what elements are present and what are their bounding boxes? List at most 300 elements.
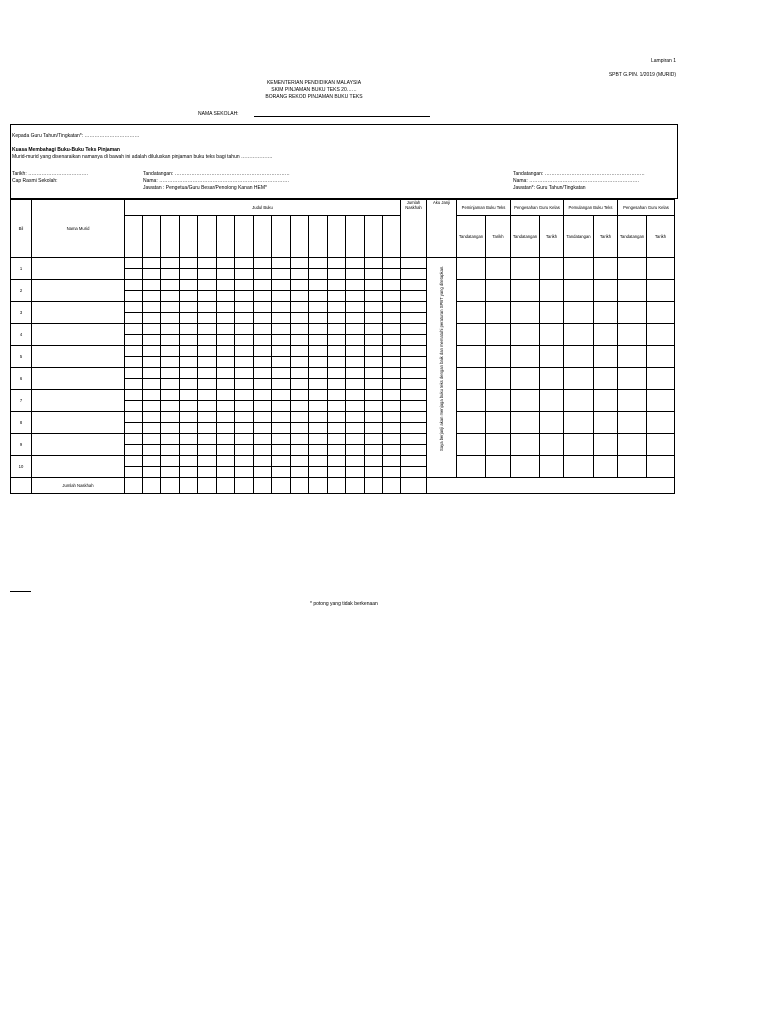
book-cell[interactable]	[143, 269, 161, 280]
book-cell[interactable]	[198, 258, 217, 269]
copies-count-cell[interactable]	[401, 280, 427, 291]
book-cell[interactable]	[383, 423, 401, 434]
book-cell[interactable]	[365, 456, 383, 467]
book-cell[interactable]	[291, 324, 309, 335]
book-cell[interactable]	[291, 357, 309, 368]
book-cell[interactable]	[235, 412, 254, 423]
signature-cell[interactable]	[511, 324, 540, 346]
book-cell[interactable]	[291, 390, 309, 401]
book-cell[interactable]	[217, 456, 235, 467]
book-cell[interactable]	[198, 357, 217, 368]
book-cell[interactable]	[143, 423, 161, 434]
date-cell[interactable]	[486, 280, 511, 302]
book-cell[interactable]	[161, 456, 180, 467]
date-cell[interactable]	[647, 434, 675, 456]
book-cell[interactable]	[309, 258, 328, 269]
book-column[interactable]	[291, 216, 309, 258]
book-cell[interactable]	[365, 467, 383, 478]
book-cell[interactable]	[254, 456, 272, 467]
book-cell[interactable]	[217, 280, 235, 291]
book-cell[interactable]	[235, 291, 254, 302]
total-cell[interactable]	[291, 478, 309, 494]
signature-cell[interactable]	[564, 368, 594, 390]
book-cell[interactable]	[125, 313, 143, 324]
book-cell[interactable]	[272, 346, 291, 357]
signature-cell[interactable]	[564, 434, 594, 456]
book-cell[interactable]	[365, 269, 383, 280]
book-cell[interactable]	[346, 324, 365, 335]
copies-count-cell[interactable]	[401, 302, 427, 313]
signature-cell[interactable]	[618, 346, 647, 368]
signature-cell[interactable]	[618, 280, 647, 302]
copies-count-cell[interactable]	[401, 335, 427, 346]
book-cell[interactable]	[161, 379, 180, 390]
date-cell[interactable]	[540, 390, 564, 412]
date-cell[interactable]	[540, 302, 564, 324]
book-cell[interactable]	[383, 401, 401, 412]
book-cell[interactable]	[161, 324, 180, 335]
book-cell[interactable]	[254, 368, 272, 379]
book-cell[interactable]	[254, 401, 272, 412]
total-cell[interactable]	[254, 478, 272, 494]
book-cell[interactable]	[180, 401, 198, 412]
book-cell[interactable]	[291, 335, 309, 346]
signature-cell[interactable]	[511, 390, 540, 412]
copies-count-cell[interactable]	[401, 291, 427, 302]
book-cell[interactable]	[161, 412, 180, 423]
book-cell[interactable]	[291, 291, 309, 302]
book-cell[interactable]	[125, 357, 143, 368]
date-cell[interactable]	[540, 368, 564, 390]
total-cell[interactable]	[346, 478, 365, 494]
book-cell[interactable]	[291, 280, 309, 291]
date-cell[interactable]	[594, 346, 618, 368]
book-cell[interactable]	[365, 434, 383, 445]
book-cell[interactable]	[198, 346, 217, 357]
book-cell[interactable]	[125, 291, 143, 302]
date-cell[interactable]	[647, 258, 675, 280]
book-cell[interactable]	[383, 390, 401, 401]
total-cell[interactable]	[383, 478, 401, 494]
book-column[interactable]	[125, 216, 143, 258]
book-cell[interactable]	[217, 445, 235, 456]
book-cell[interactable]	[272, 280, 291, 291]
book-cell[interactable]	[383, 324, 401, 335]
date-cell[interactable]	[647, 456, 675, 478]
book-cell[interactable]	[309, 280, 328, 291]
book-cell[interactable]	[383, 269, 401, 280]
book-cell[interactable]	[161, 401, 180, 412]
date-cell[interactable]	[647, 280, 675, 302]
book-cell[interactable]	[328, 423, 346, 434]
date-cell[interactable]	[540, 434, 564, 456]
book-cell[interactable]	[328, 269, 346, 280]
book-cell[interactable]	[254, 313, 272, 324]
date-cell[interactable]	[647, 302, 675, 324]
total-cell[interactable]	[161, 478, 180, 494]
book-cell[interactable]	[346, 335, 365, 346]
book-cell[interactable]	[217, 269, 235, 280]
book-cell[interactable]	[180, 445, 198, 456]
book-cell[interactable]	[383, 346, 401, 357]
book-cell[interactable]	[217, 335, 235, 346]
book-cell[interactable]	[383, 258, 401, 269]
book-cell[interactable]	[143, 258, 161, 269]
book-cell[interactable]	[328, 445, 346, 456]
book-cell[interactable]	[346, 258, 365, 269]
book-cell[interactable]	[291, 412, 309, 423]
book-cell[interactable]	[198, 269, 217, 280]
book-cell[interactable]	[328, 368, 346, 379]
book-cell[interactable]	[383, 434, 401, 445]
date-cell[interactable]	[594, 390, 618, 412]
book-cell[interactable]	[272, 335, 291, 346]
book-cell[interactable]	[272, 379, 291, 390]
book-cell[interactable]	[309, 346, 328, 357]
book-cell[interactable]	[143, 368, 161, 379]
book-cell[interactable]	[161, 467, 180, 478]
book-cell[interactable]	[365, 291, 383, 302]
book-cell[interactable]	[272, 390, 291, 401]
book-cell[interactable]	[180, 412, 198, 423]
name-right-field[interactable]: Nama: …………………………………………………………	[513, 178, 640, 184]
book-cell[interactable]	[161, 445, 180, 456]
book-cell[interactable]	[383, 291, 401, 302]
book-cell[interactable]	[346, 445, 365, 456]
date-cell[interactable]	[594, 302, 618, 324]
book-cell[interactable]	[198, 368, 217, 379]
signature-cell[interactable]	[564, 456, 594, 478]
book-cell[interactable]	[217, 379, 235, 390]
book-cell[interactable]	[180, 467, 198, 478]
book-cell[interactable]	[217, 291, 235, 302]
signature-cell[interactable]	[457, 302, 486, 324]
book-cell[interactable]	[125, 423, 143, 434]
book-cell[interactable]	[254, 346, 272, 357]
book-cell[interactable]	[161, 280, 180, 291]
book-cell[interactable]	[125, 280, 143, 291]
signature-cell[interactable]	[618, 258, 647, 280]
book-cell[interactable]	[254, 280, 272, 291]
book-cell[interactable]	[125, 258, 143, 269]
book-cell[interactable]	[309, 456, 328, 467]
book-cell[interactable]	[365, 368, 383, 379]
book-cell[interactable]	[235, 390, 254, 401]
book-cell[interactable]	[291, 302, 309, 313]
signature-cell[interactable]	[511, 456, 540, 478]
total-cell[interactable]	[401, 478, 427, 494]
book-cell[interactable]	[291, 456, 309, 467]
book-cell[interactable]	[125, 269, 143, 280]
book-cell[interactable]	[198, 302, 217, 313]
book-cell[interactable]	[328, 379, 346, 390]
book-cell[interactable]	[346, 368, 365, 379]
book-cell[interactable]	[254, 390, 272, 401]
book-cell[interactable]	[235, 302, 254, 313]
book-cell[interactable]	[309, 467, 328, 478]
book-cell[interactable]	[198, 324, 217, 335]
date-cell[interactable]	[486, 412, 511, 434]
book-cell[interactable]	[161, 302, 180, 313]
book-cell[interactable]	[217, 368, 235, 379]
book-cell[interactable]	[254, 412, 272, 423]
book-cell[interactable]	[217, 423, 235, 434]
book-cell[interactable]	[272, 456, 291, 467]
book-cell[interactable]	[365, 379, 383, 390]
date-cell[interactable]	[594, 258, 618, 280]
book-cell[interactable]	[365, 313, 383, 324]
copies-count-cell[interactable]	[401, 423, 427, 434]
book-cell[interactable]	[272, 423, 291, 434]
book-cell[interactable]	[235, 423, 254, 434]
date-cell[interactable]	[486, 324, 511, 346]
book-cell[interactable]	[328, 346, 346, 357]
date-field[interactable]: Tarikh: ………………………………	[12, 171, 89, 177]
book-cell[interactable]	[383, 280, 401, 291]
book-cell[interactable]	[198, 423, 217, 434]
total-cell[interactable]	[143, 478, 161, 494]
book-cell[interactable]	[125, 456, 143, 467]
copies-count-cell[interactable]	[401, 258, 427, 269]
book-cell[interactable]	[180, 269, 198, 280]
book-cell[interactable]	[217, 467, 235, 478]
book-cell[interactable]	[143, 346, 161, 357]
signature-right-field[interactable]: Tandatangan: ……………………………………………………	[513, 171, 645, 177]
total-cell[interactable]	[217, 478, 235, 494]
date-cell[interactable]	[647, 324, 675, 346]
book-cell[interactable]	[161, 390, 180, 401]
book-cell[interactable]	[180, 258, 198, 269]
book-cell[interactable]	[180, 302, 198, 313]
book-cell[interactable]	[291, 313, 309, 324]
book-cell[interactable]	[291, 379, 309, 390]
book-cell[interactable]	[198, 335, 217, 346]
signature-cell[interactable]	[564, 412, 594, 434]
book-cell[interactable]	[198, 390, 217, 401]
book-cell[interactable]	[125, 390, 143, 401]
date-cell[interactable]	[540, 412, 564, 434]
book-cell[interactable]	[291, 368, 309, 379]
book-cell[interactable]	[383, 368, 401, 379]
book-cell[interactable]	[254, 357, 272, 368]
book-cell[interactable]	[254, 379, 272, 390]
total-cell[interactable]	[272, 478, 291, 494]
book-cell[interactable]	[309, 324, 328, 335]
book-cell[interactable]	[125, 401, 143, 412]
date-cell[interactable]	[594, 280, 618, 302]
copies-count-cell[interactable]	[401, 401, 427, 412]
book-cell[interactable]	[365, 335, 383, 346]
book-cell[interactable]	[143, 412, 161, 423]
book-cell[interactable]	[291, 269, 309, 280]
book-cell[interactable]	[143, 291, 161, 302]
book-cell[interactable]	[328, 313, 346, 324]
book-cell[interactable]	[365, 280, 383, 291]
book-cell[interactable]	[309, 412, 328, 423]
book-cell[interactable]	[180, 434, 198, 445]
book-cell[interactable]	[309, 379, 328, 390]
book-cell[interactable]	[235, 346, 254, 357]
book-cell[interactable]	[346, 346, 365, 357]
book-cell[interactable]	[328, 302, 346, 313]
book-cell[interactable]	[291, 467, 309, 478]
book-cell[interactable]	[217, 313, 235, 324]
book-cell[interactable]	[235, 456, 254, 467]
book-cell[interactable]	[346, 401, 365, 412]
book-column[interactable]	[235, 216, 254, 258]
signature-cell[interactable]	[564, 390, 594, 412]
book-cell[interactable]	[217, 302, 235, 313]
signature-cell[interactable]	[457, 346, 486, 368]
book-cell[interactable]	[365, 423, 383, 434]
book-column[interactable]	[309, 216, 328, 258]
copies-count-cell[interactable]	[401, 434, 427, 445]
date-cell[interactable]	[594, 434, 618, 456]
copies-count-cell[interactable]	[401, 357, 427, 368]
signature-cell[interactable]	[457, 368, 486, 390]
book-cell[interactable]	[309, 401, 328, 412]
book-cell[interactable]	[254, 324, 272, 335]
book-cell[interactable]	[272, 357, 291, 368]
book-cell[interactable]	[180, 291, 198, 302]
book-cell[interactable]	[383, 456, 401, 467]
signature-cell[interactable]	[564, 324, 594, 346]
book-cell[interactable]	[346, 434, 365, 445]
signature-cell[interactable]	[457, 258, 486, 280]
total-cell[interactable]	[198, 478, 217, 494]
book-cell[interactable]	[161, 357, 180, 368]
book-cell[interactable]	[383, 335, 401, 346]
student-name-cell[interactable]	[32, 368, 125, 390]
copies-count-cell[interactable]	[401, 324, 427, 335]
book-cell[interactable]	[125, 346, 143, 357]
book-cell[interactable]	[291, 258, 309, 269]
book-cell[interactable]	[125, 379, 143, 390]
book-cell[interactable]	[272, 412, 291, 423]
book-cell[interactable]	[198, 467, 217, 478]
book-cell[interactable]	[383, 445, 401, 456]
book-cell[interactable]	[125, 324, 143, 335]
book-cell[interactable]	[161, 313, 180, 324]
book-cell[interactable]	[180, 324, 198, 335]
signature-cell[interactable]	[511, 280, 540, 302]
total-cell[interactable]	[365, 478, 383, 494]
book-cell[interactable]	[254, 434, 272, 445]
date-cell[interactable]	[540, 258, 564, 280]
book-cell[interactable]	[180, 423, 198, 434]
book-cell[interactable]	[254, 269, 272, 280]
book-cell[interactable]	[161, 368, 180, 379]
book-cell[interactable]	[235, 313, 254, 324]
book-cell[interactable]	[143, 379, 161, 390]
book-cell[interactable]	[309, 335, 328, 346]
book-cell[interactable]	[143, 357, 161, 368]
book-cell[interactable]	[143, 456, 161, 467]
book-cell[interactable]	[346, 302, 365, 313]
copies-count-cell[interactable]	[401, 346, 427, 357]
copies-count-cell[interactable]	[401, 456, 427, 467]
book-cell[interactable]	[143, 335, 161, 346]
book-cell[interactable]	[309, 302, 328, 313]
book-cell[interactable]	[309, 291, 328, 302]
signature-cell[interactable]	[511, 434, 540, 456]
book-cell[interactable]	[143, 302, 161, 313]
book-cell[interactable]	[217, 434, 235, 445]
book-cell[interactable]	[383, 379, 401, 390]
book-cell[interactable]	[346, 390, 365, 401]
book-column[interactable]	[198, 216, 217, 258]
book-cell[interactable]	[309, 368, 328, 379]
book-cell[interactable]	[328, 280, 346, 291]
book-cell[interactable]	[346, 379, 365, 390]
book-cell[interactable]	[180, 335, 198, 346]
book-cell[interactable]	[291, 346, 309, 357]
signature-cell[interactable]	[457, 280, 486, 302]
book-cell[interactable]	[235, 280, 254, 291]
book-cell[interactable]	[143, 445, 161, 456]
book-cell[interactable]	[365, 346, 383, 357]
book-cell[interactable]	[365, 445, 383, 456]
book-column[interactable]	[143, 216, 161, 258]
book-cell[interactable]	[383, 357, 401, 368]
book-cell[interactable]	[365, 357, 383, 368]
signature-cell[interactable]	[564, 258, 594, 280]
book-cell[interactable]	[328, 412, 346, 423]
book-cell[interactable]	[254, 302, 272, 313]
book-cell[interactable]	[328, 467, 346, 478]
book-cell[interactable]	[161, 269, 180, 280]
book-cell[interactable]	[346, 291, 365, 302]
signature-cell[interactable]	[618, 302, 647, 324]
signature-cell[interactable]	[457, 390, 486, 412]
signature-left-field[interactable]: Tandatangan: ……………………………………………………………	[143, 171, 290, 177]
date-cell[interactable]	[594, 456, 618, 478]
book-cell[interactable]	[235, 335, 254, 346]
student-name-cell[interactable]	[32, 434, 125, 456]
book-cell[interactable]	[291, 401, 309, 412]
book-cell[interactable]	[365, 302, 383, 313]
book-cell[interactable]	[217, 390, 235, 401]
book-cell[interactable]	[383, 412, 401, 423]
book-cell[interactable]	[198, 401, 217, 412]
book-cell[interactable]	[328, 291, 346, 302]
signature-cell[interactable]	[618, 456, 647, 478]
date-cell[interactable]	[594, 324, 618, 346]
book-cell[interactable]	[235, 368, 254, 379]
book-cell[interactable]	[198, 445, 217, 456]
book-cell[interactable]	[235, 434, 254, 445]
student-name-cell[interactable]	[32, 324, 125, 346]
book-cell[interactable]	[143, 401, 161, 412]
book-cell[interactable]	[180, 357, 198, 368]
book-cell[interactable]	[235, 269, 254, 280]
book-cell[interactable]	[309, 445, 328, 456]
book-cell[interactable]	[161, 291, 180, 302]
book-cell[interactable]	[235, 379, 254, 390]
book-column[interactable]	[180, 216, 198, 258]
book-cell[interactable]	[198, 434, 217, 445]
book-cell[interactable]	[272, 467, 291, 478]
signature-cell[interactable]	[511, 412, 540, 434]
book-cell[interactable]	[180, 456, 198, 467]
student-name-cell[interactable]	[32, 346, 125, 368]
book-cell[interactable]	[198, 280, 217, 291]
signature-cell[interactable]	[457, 412, 486, 434]
book-cell[interactable]	[254, 291, 272, 302]
copies-count-cell[interactable]	[401, 445, 427, 456]
book-cell[interactable]	[309, 423, 328, 434]
signature-cell[interactable]	[457, 324, 486, 346]
